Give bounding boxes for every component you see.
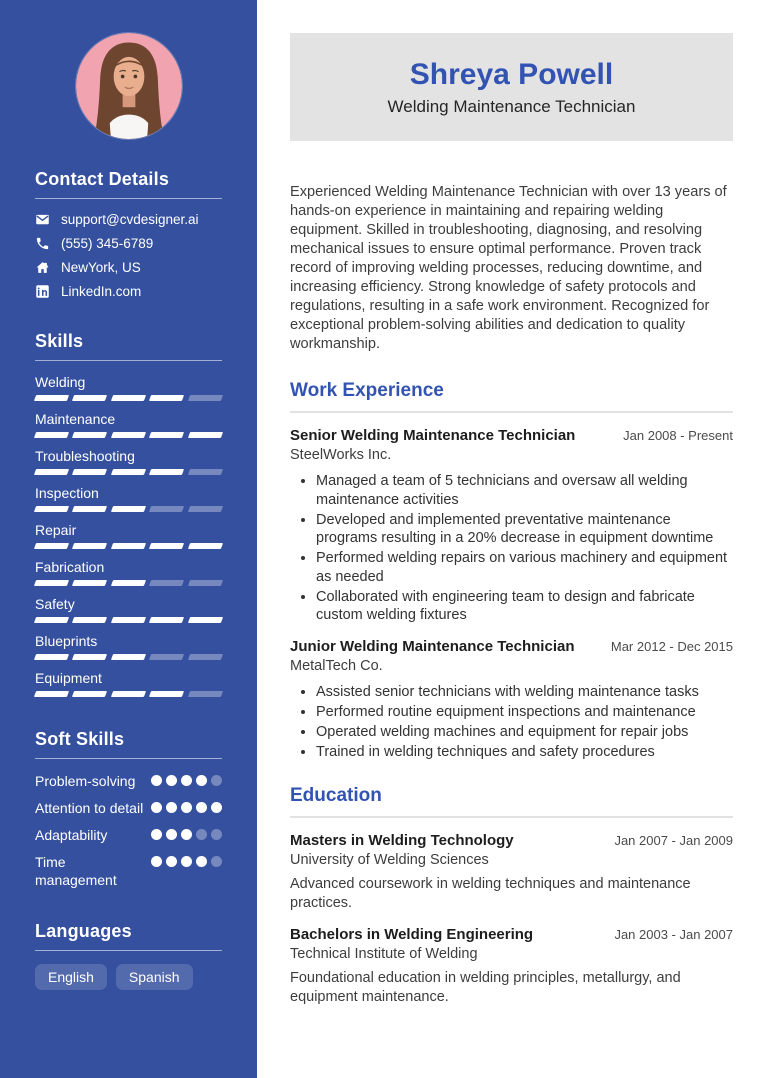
soft-skill-dot [181,829,192,840]
skills-list [35,374,222,697]
skill-item [35,411,222,438]
soft-skill-dot [151,829,162,840]
skill-bar-segment [111,654,147,660]
soft-skill-item [35,826,222,844]
skill-bar-segment [188,617,224,623]
linkedin-icon [35,284,50,299]
avatar-illustration [76,33,182,139]
skill-bar-segment [188,543,224,549]
soft-skill-label: Attention to detail [35,800,144,816]
job-entry-header [290,638,733,656]
languages-section [35,921,222,990]
skill-bar-segment [72,469,108,475]
work-experience-title: Work Experience [290,380,733,413]
soft-skill-dots [151,772,222,790]
skill-bar-segment [34,654,70,660]
soft-skills-section [35,729,222,889]
skill-bar-segment [111,543,147,549]
skill-bar [35,469,222,475]
person-role: Welding Maintenance Technician [387,96,636,116]
job-company: SteelWorks Inc. [290,447,392,463]
skill-bar-segment [149,469,185,475]
skill-bar-segment [149,617,185,623]
degree-title: Bachelors in Welding Engineering [290,926,534,943]
skill-bar-segment [34,543,70,549]
soft-skill-dot [181,856,192,867]
header-box [290,33,733,141]
soft-skill-dot [211,856,222,867]
job-bullet: • Developed and implemented preventative maintenance programs resulting in a 20% decrease in equipment downtime [316,511,733,548]
home-icon [35,260,50,275]
contact-item [35,236,222,251]
skill-bar-segment [34,395,70,401]
languages-list [35,964,222,990]
soft-skill-item [35,853,222,889]
contact-list [35,212,222,299]
school-name: University of Welding Sciences [290,852,489,868]
skill-bar-segment [34,432,70,438]
skill-bar [35,580,222,586]
soft-skill-dot [166,829,177,840]
job-bullet: • Performed routine equipment inspections and maintenance [316,703,733,722]
skill-bar-segment [111,506,147,512]
contact-item[interactable] [35,284,222,299]
soft-skill-label: Time management [35,854,117,888]
skill-bar-segment [188,580,224,586]
skill-label: Equipment [35,670,102,686]
skill-label: Troubleshooting [35,448,135,464]
soft-skill-dot [196,775,207,786]
skill-item [35,448,222,475]
skill-bar-segment [111,617,147,623]
skill-bar-segment [72,506,108,512]
soft-skill-dot [211,802,222,813]
skill-bar-segment [72,432,108,438]
soft-skill-dot [151,802,162,813]
languages-title: Languages [35,921,222,951]
skill-bar [35,654,222,660]
job-dates: Mar 2012 - Dec 2015 [610,638,733,654]
skill-bar [35,543,222,549]
job-bullet: • Collaborated with engineering team to design and fabricate custom welding fixtures [316,588,733,625]
skill-bar-segment [149,691,185,697]
education-entry [290,832,733,913]
avatar [76,33,182,139]
soft-skill-item [35,799,222,817]
soft-skill-dots [151,826,222,844]
education-list [290,832,733,1007]
skill-item [35,485,222,512]
skill-bar-segment [34,580,70,586]
skill-bar-segment [149,506,185,512]
main-content [257,0,768,1078]
skill-item [35,522,222,549]
education-dates: Jan 2007 - Jan 2009 [614,833,733,848]
soft-skill-dot [196,856,207,867]
soft-skills-list [35,772,222,889]
skills-title: Skills [35,331,222,361]
contact-item-label: (555) 345-6789 [61,236,154,251]
contact-title: Contact Details [35,169,222,199]
education-entry-header [290,832,733,850]
skill-bar-segment [111,395,147,401]
skill-label: Blueprints [35,633,98,649]
skill-bar-segment [188,506,224,512]
job-title: Junior Welding Maintenance Technician [290,637,575,655]
sidebar [0,0,257,1078]
soft-skill-label: Adaptability [35,827,108,843]
soft-skill-dot [211,829,222,840]
skill-bar-segment [111,691,147,697]
skill-bar-segment [188,469,224,475]
contact-item-label: support@cvdesigner.ai [61,212,199,227]
contact-item-label: NewYork, US [61,260,141,275]
soft-skill-dots [151,799,222,817]
skill-bar-segment [72,691,108,697]
job-title: Senior Welding Maintenance Technician [290,427,576,444]
skill-bar-segment [72,395,108,401]
skill-bar-segment [111,432,147,438]
skill-bar-segment [188,691,224,697]
soft-skill-dot [181,802,192,813]
education-description: Foundational education in welding principles, metallurgy, and equipment maintenance. [290,970,681,1005]
job-company: MetalTech Co. [290,657,383,674]
person-name: Shreya Powell [409,57,614,91]
skill-bar-segment [149,432,185,438]
skill-bar-segment [72,543,108,549]
skill-bar-segment [188,654,224,660]
skill-bar-segment [72,654,108,660]
soft-skill-dot [196,829,207,840]
skill-bar [35,432,222,438]
soft-skill-dot [196,802,207,813]
avatar-wrap [35,33,222,139]
jobs-list [290,427,733,761]
job-bullet: • Trained in welding techniques and safety procedures [316,743,733,762]
soft-skill-dot [151,775,162,786]
skill-bar-segment [111,469,147,475]
skill-label: Inspection [35,485,99,501]
skill-bar-segment [149,580,185,586]
education-dates: Jan 2003 - Jan 2007 [614,927,733,942]
skill-bar-segment [188,432,224,438]
education-section [290,785,733,1007]
job-entry [290,638,733,762]
skill-bar-segment [34,469,70,475]
soft-skill-dot [166,802,177,813]
job-entry [290,427,733,625]
job-bullet: • Performed welding repairs on various machinery and equipment as needed [316,549,733,586]
job-bullet: • Operated welding machines and equipment for repair jobs [316,723,733,742]
contact-item-label: LinkedIn.com [61,284,142,299]
soft-skill-dots [151,853,222,889]
skill-label: Fabrication [35,559,105,575]
soft-skill-label: Problem-solving [35,773,136,789]
job-bullet: • Assisted senior technicians with welding maintenance tasks [316,683,733,702]
skill-item [35,670,222,697]
skill-item [35,596,222,623]
skill-bar-segment [34,506,70,512]
skill-label: Repair [35,522,77,538]
skill-bar-segment [188,395,224,401]
soft-skill-dot [166,856,177,867]
contact-item[interactable] [35,212,222,227]
education-title: Education [290,785,733,818]
skill-bar-segment [149,395,185,401]
degree-title: Masters in Welding Technology [290,832,514,849]
skill-bar [35,395,222,401]
skill-bar-segment [111,580,147,586]
job-dates: Jan 2008 - Present [623,428,733,443]
skill-bar [35,617,222,623]
skill-bar-segment [72,580,108,586]
education-entry [290,926,733,1007]
soft-skills-title: Soft Skills [35,729,222,759]
skill-bar [35,691,222,697]
phone-icon [35,236,50,251]
skill-label: Maintenance [35,411,116,427]
skill-bar-segment [34,691,70,697]
skill-bar-segment [72,617,108,623]
contact-section [35,169,222,299]
soft-skill-dot [166,775,177,786]
job-bullet-list [290,683,733,762]
language-pill: English [35,964,107,990]
skill-label: Welding [35,374,86,390]
soft-skill-dot [181,775,192,786]
skill-item [35,374,222,401]
work-experience-section [290,380,733,761]
skill-bar-segment [149,654,185,660]
education-entry-header [290,926,733,944]
job-entry-header [290,427,733,445]
skill-bar [35,506,222,512]
skill-item [35,633,222,660]
professional-summary: Experienced Welding Maintenance Technician with over 13 years of hands-on experience in maintaining and repairing welding equipment. Skilled in troubleshooting, diagnosing, and resolving mechanical issues to ensure optimal performance. Proven track record of improving welding processes, reducing downtime, and increasing efficiency. Strong knowledge of safety protocols and regulations, resulting in a safe work environment. Recognized for exceptional problem-solving abilities and dedication to quality workmanship. [290,184,727,352]
skill-bar-segment [34,617,70,623]
job-bullet-list [290,472,733,625]
education-description: Advanced coursework in welding techniques and maintenance practices. [290,876,691,911]
soft-skill-item [35,772,222,790]
skill-label: Safety [35,596,75,612]
email-icon [35,212,50,227]
skill-item [35,559,222,586]
school-name: Technical Institute of Welding [290,946,478,962]
skill-bar-segment [149,543,185,549]
skills-section [35,331,222,697]
job-bullet: • Managed a team of 5 technicians and oversaw all welding maintenance activities [316,472,733,509]
soft-skill-dot [151,856,162,867]
soft-skill-dot [211,775,222,786]
language-pill: Spanish [116,964,193,990]
contact-item [35,260,222,275]
